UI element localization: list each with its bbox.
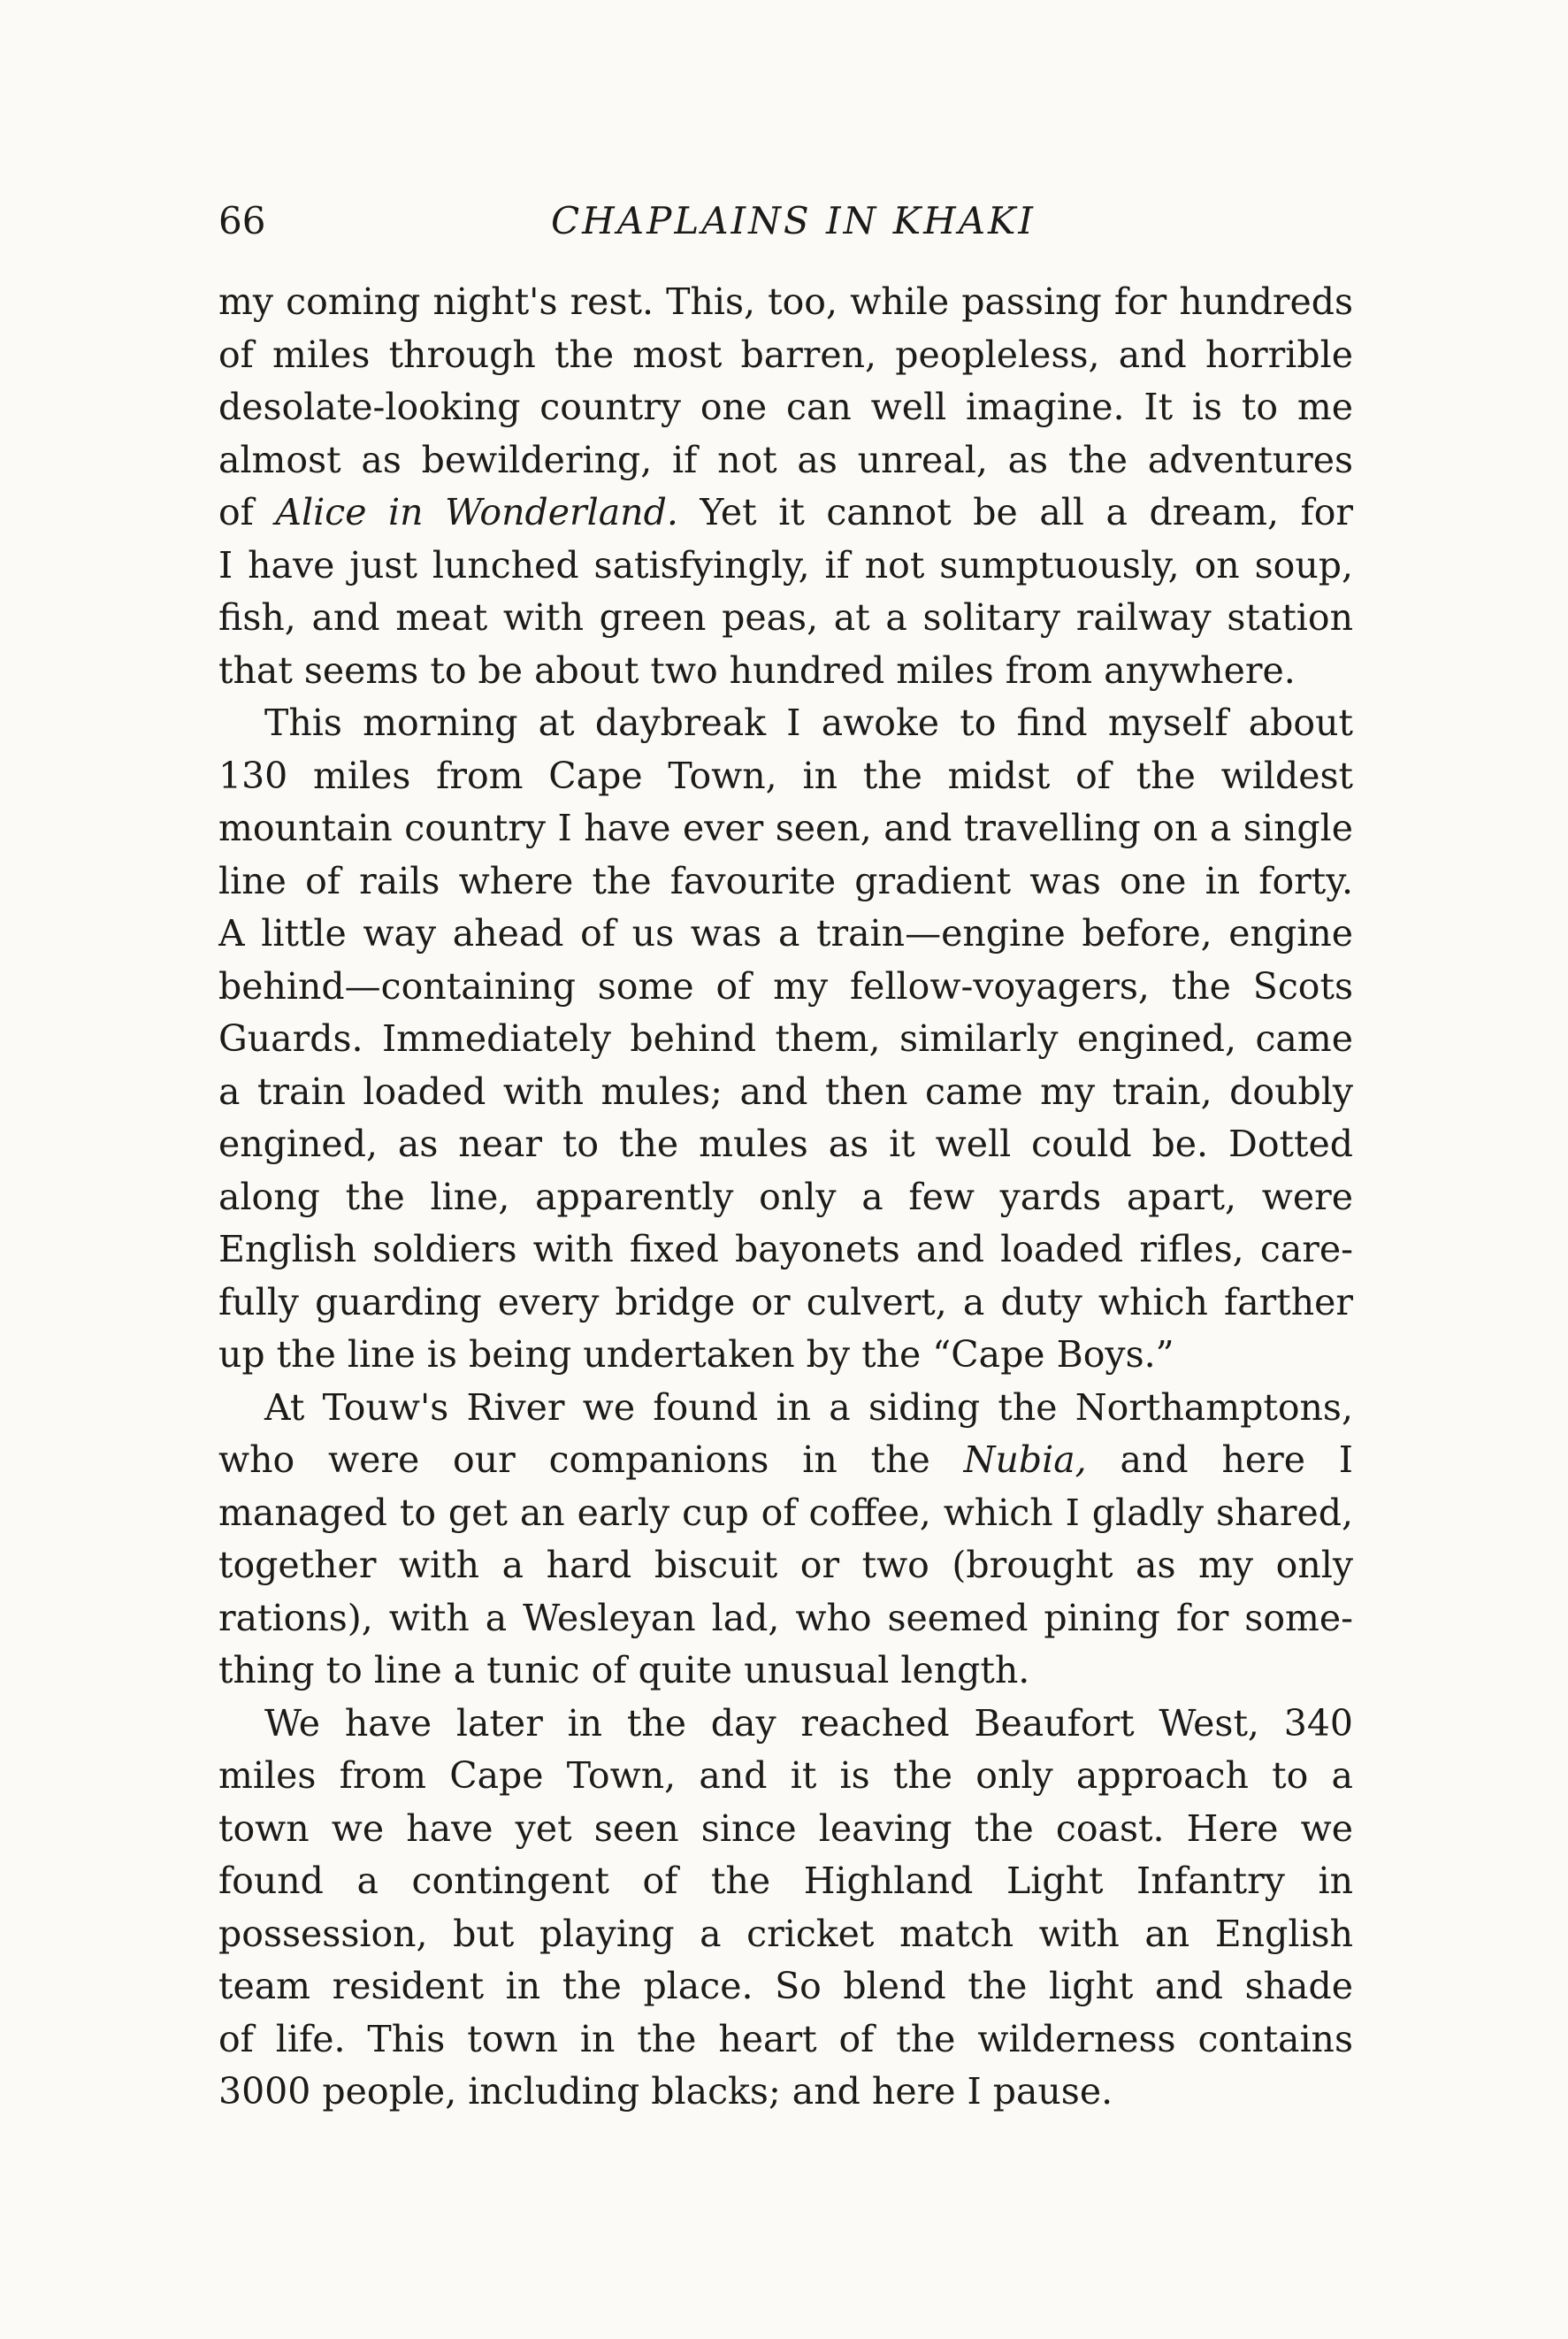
text-line: of life. This town in the heart of the wilderness contains	[218, 2017, 1353, 2060]
text-line: At Touw's River we found in a siding the Northamptons,	[264, 1385, 1353, 1429]
text-line: fish, and meat with green peas, at a solitary railway station	[218, 596, 1353, 639]
text-line: We have later in the day reached Beaufort West, 340	[264, 1701, 1353, 1745]
text-line	[218, 1434, 1353, 1487]
running-title: CHAPLAINS IN KHAKI	[550, 199, 1036, 242]
text-line: miles from Cape Town, and it is the only approach to a	[218, 1754, 1353, 1797]
text-fragment: of	[218, 491, 276, 533]
text-line: possession, but playing a cricket match with an English	[218, 1912, 1353, 1955]
page-number: 66	[218, 199, 266, 242]
text-line: that seems to be about two hundred miles from anywhere.	[218, 648, 1296, 692]
text-line: behind—containing some of my fellow-voyagers, the Scots	[218, 964, 1353, 1008]
text-line: up the line is being undertaken by the “Cape Boys.”	[218, 1333, 1174, 1376]
text-line: rations), with a Wesleyan lad, who seemed pining for some-	[218, 1596, 1353, 1639]
text-line: 3000 people, including blacks; and here I pause.	[218, 2070, 1113, 2113]
text-line: almost as bewildering, if not as unreal, as the adventures	[218, 438, 1353, 481]
text-fragment: Yet it cannot be all a dream, for	[677, 491, 1353, 533]
body-text	[218, 276, 1353, 2119]
text-line: together with a hard biscuit or two (brought as my only	[218, 1544, 1353, 1586]
text-line: of miles through the most barren, peopleless, and horrible	[218, 333, 1353, 376]
text-line: team resident in the place. So blend the light and shade	[218, 1965, 1353, 2007]
text-line: English soldiers with fixed bayonets and loaded rifles, care-	[218, 1228, 1353, 1270]
text-line: Guards. Immediately behind them, similarly engined, came	[218, 1017, 1353, 1060]
text-line: I have just lunched satisfyingly, if not sumptuously, on soup,	[218, 543, 1353, 587]
text-line: managed to get an early cup of coffee, which I gladly shared,	[218, 1491, 1353, 1534]
text-line: desolate-looking country one can well imagine. It is to me	[218, 386, 1353, 428]
text-line: my coming night's rest. This, too, while passing for hundreds	[218, 280, 1353, 323]
text-line: mountain country I have ever seen, and travelling on a single	[218, 807, 1353, 849]
text-line: along the line, apparently only a few yards apart, were	[218, 1175, 1353, 1218]
text-line: This morning at daybreak I awoke to find myself about	[264, 702, 1353, 744]
italic-ship-name: Nubia,	[963, 1438, 1087, 1481]
text-line: line of rails where the favourite gradient was one in forty.	[218, 859, 1353, 902]
text-fragment: who were our companions in the	[218, 1438, 964, 1481]
text-line	[218, 487, 1353, 540]
text-line: engined, as near to the mules as it well could be. Dotted	[218, 1123, 1353, 1165]
running-head	[218, 193, 1353, 249]
italic-title-alice: Alice in Wonderland.	[275, 491, 678, 533]
text-line: thing to line a tunic of quite unusual length.	[218, 1649, 1030, 1691]
text-fragment: and here I	[1086, 1438, 1353, 1481]
text-line: town we have yet seen since leaving the coast. Here we	[218, 1806, 1353, 1850]
text-line: fully guarding every bridge or culvert, a duty which farther	[218, 1280, 1353, 1323]
text-line: 130 miles from Cape Town, in the midst of the wildest	[218, 754, 1353, 797]
text-line: A little way ahead of us was a train—engine before, engine	[218, 912, 1353, 955]
text-line: a train loaded with mules; and then came my train, doubly	[218, 1070, 1353, 1113]
text-line: found a contingent of the Highland Light Infantry in	[218, 1860, 1353, 1902]
